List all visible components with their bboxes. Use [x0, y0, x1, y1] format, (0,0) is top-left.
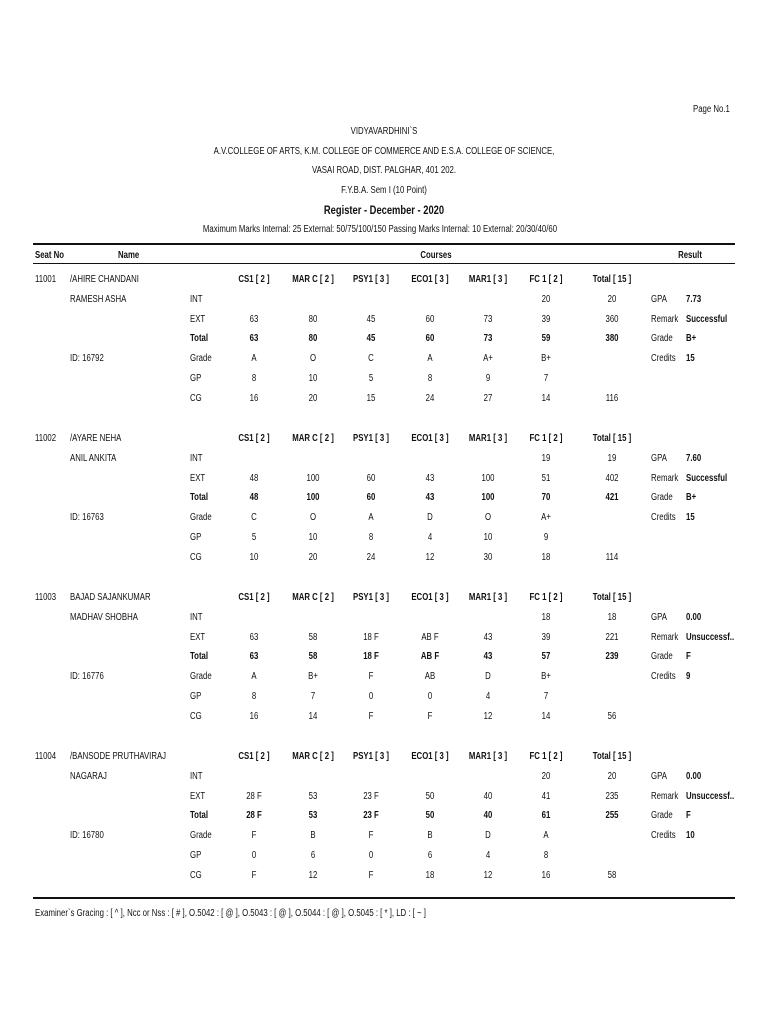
student-name-line2: RAMESH ASHA — [70, 293, 127, 305]
result-label-gpa: GPA — [651, 770, 667, 782]
cell-cg-cs1: 16 — [249, 392, 259, 404]
cell-gp-psy1: 0 — [368, 850, 374, 861]
result-label-grade: Grade — [651, 333, 673, 345]
cell-gp-psy1: 0 — [368, 691, 374, 702]
cell-total-mar1: 40 — [483, 810, 493, 822]
student-id: ID: 16780 — [70, 830, 104, 842]
cell-gp-marc: 7 — [310, 691, 316, 702]
course-header-eco1: ECO1 [ 3 ] — [411, 433, 449, 444]
cell-ext-cs1: 48 — [249, 472, 259, 484]
cell-cg-psy1: F — [368, 710, 374, 722]
seat-number: 11001 — [35, 274, 57, 285]
result-label-gpa: GPA — [651, 611, 667, 623]
cell-int-total: 19 — [607, 452, 617, 464]
cell-grade-mar1: A+ — [483, 353, 493, 365]
cell-grade-eco1: D — [427, 512, 433, 524]
seat-number: 11003 — [35, 592, 57, 603]
cell-int-total: 20 — [607, 770, 617, 782]
column-seat-no: Seat No — [35, 250, 65, 261]
cell-total-marc: 100 — [306, 492, 320, 504]
cell-gp-eco1: 0 — [427, 691, 433, 702]
cell-grade-cs1: A — [251, 671, 257, 683]
row-label-int: INT — [190, 293, 203, 305]
column-courses: Courses — [420, 250, 452, 261]
cell-gp-fc1: 9 — [543, 532, 549, 543]
cell-gp-marc: 10 — [308, 532, 318, 543]
result-label-remark: Remark — [651, 631, 679, 643]
cell-grade-marc: B — [310, 830, 316, 842]
cell-ext-eco1: 43 — [425, 472, 435, 484]
cell-gp-cs1: 8 — [251, 691, 257, 702]
course-header-marc: MAR C [ 2 ] — [292, 751, 334, 762]
college-address: VASAI ROAD, DIST. PALGHAR, 401 202. — [311, 165, 457, 176]
cell-total-fc1: 57 — [541, 651, 551, 663]
cell-cg-psy1: F — [368, 869, 374, 881]
result-value-grade: B+ — [686, 492, 697, 504]
course-header-cs1: CS1 [ 2 ] — [238, 592, 270, 603]
student-id: ID: 16763 — [70, 512, 104, 524]
cell-total-eco1: 50 — [425, 810, 435, 822]
cell-gp-mar1: 4 — [485, 691, 491, 702]
cell-cg-total: 116 — [605, 392, 619, 404]
course-header-mar1: MAR1 [ 3 ] — [468, 592, 508, 603]
result-label-credits: Credits — [651, 671, 676, 683]
cell-cg-eco1: F — [427, 710, 433, 722]
cell-total-cs1: 63 — [249, 333, 259, 345]
result-label-credits: Credits — [651, 512, 676, 524]
cell-ext-psy1: 18 F — [363, 631, 379, 643]
course-header-mar1: MAR1 [ 3 ] — [468, 433, 508, 444]
cell-ext-total: 402 — [605, 472, 619, 484]
result-value-gpa: 0.00 — [686, 770, 702, 782]
row-label-total: Total — [190, 333, 209, 345]
cell-total-psy1: 18 F — [363, 651, 379, 663]
cell-total-cs1: 63 — [249, 651, 259, 663]
cell-ext-fc1: 41 — [541, 790, 551, 802]
header-rule-top — [33, 243, 735, 245]
cell-total-total: 239 — [605, 651, 619, 663]
result-value-remark: Unsuccessf.. — [686, 631, 735, 643]
cell-ext-cs1: 63 — [249, 631, 259, 643]
result-value-remark: Successful — [686, 313, 728, 325]
cell-cg-eco1: 24 — [425, 392, 435, 404]
result-label-credits: Credits — [651, 830, 676, 842]
cell-cg-cs1: 10 — [249, 551, 259, 563]
result-value-credits: 15 — [686, 512, 695, 524]
cell-ext-mar1: 43 — [483, 631, 493, 643]
row-label-grade: Grade — [190, 353, 212, 365]
course-header-marc: MAR C [ 2 ] — [292, 274, 334, 285]
cell-total-total: 255 — [605, 810, 619, 822]
cell-int-fc1: 20 — [541, 293, 551, 305]
cell-ext-total: 360 — [605, 313, 619, 325]
course-header-psy1: PSY1 [ 3 ] — [353, 592, 389, 603]
cell-ext-psy1: 60 — [366, 472, 376, 484]
cell-gp-eco1: 6 — [427, 850, 433, 861]
cell-total-total: 380 — [605, 333, 619, 345]
row-label-cg: CG — [190, 710, 202, 722]
cell-ext-mar1: 40 — [483, 790, 493, 802]
cell-grade-marc: B+ — [308, 671, 318, 683]
cell-gp-fc1: 7 — [543, 691, 549, 702]
cell-grade-psy1: A — [368, 512, 374, 524]
cell-grade-mar1: D — [485, 671, 491, 683]
cell-gp-marc: 10 — [308, 373, 318, 384]
course-header-total: Total [ 15 ] — [592, 751, 632, 762]
course-header-mar1: MAR1 [ 3 ] — [468, 274, 508, 285]
row-label-ext: EXT — [190, 472, 206, 484]
cell-grade-fc1: A — [543, 830, 549, 842]
cell-cg-marc: 12 — [308, 869, 318, 881]
cell-cg-psy1: 24 — [366, 551, 376, 563]
cell-ext-eco1: AB F — [421, 631, 439, 643]
cell-grade-psy1: F — [368, 830, 374, 842]
cell-grade-cs1: C — [251, 512, 257, 524]
cell-cg-marc: 20 — [308, 551, 318, 563]
cell-gp-marc: 6 — [310, 850, 316, 861]
cell-gp-cs1: 0 — [251, 850, 257, 861]
row-label-grade: Grade — [190, 671, 212, 683]
cell-ext-fc1: 51 — [541, 472, 551, 484]
row-label-grade: Grade — [190, 512, 212, 524]
result-value-remark: Successful — [686, 472, 728, 484]
result-label-grade: Grade — [651, 492, 673, 504]
result-value-gpa: 0.00 — [686, 611, 702, 623]
cell-total-eco1: AB F — [420, 651, 440, 663]
result-label-credits: Credits — [651, 353, 676, 365]
cell-cg-mar1: 30 — [483, 551, 493, 563]
cell-total-cs1: 48 — [249, 492, 259, 504]
course-header-psy1: PSY1 [ 3 ] — [353, 433, 389, 444]
cell-grade-psy1: F — [368, 671, 374, 683]
gracing-legend: Examiner`s Gracing : [ ^ ], Ncc or Nss : [ # ], O.5042 : [ @ ], O.5043 : [ @ ], O.5044 : [ @ ], O.5045 : [ * ], LD : [ ~ ] — [35, 908, 426, 919]
cell-cg-cs1: F — [251, 869, 257, 881]
marks-scheme: Maximum Marks Internal: 25 External: 50/75/100/150 Passing Marks Internal: 10 External: 20/30/40/60 — [202, 224, 558, 235]
cell-total-psy1: 23 F — [363, 810, 379, 822]
course-header-marc: MAR C [ 2 ] — [292, 592, 334, 603]
cell-cg-mar1: 12 — [483, 710, 493, 722]
course-header-cs1: CS1 [ 2 ] — [238, 433, 270, 444]
cell-ext-eco1: 60 — [425, 313, 435, 325]
result-value-credits: 15 — [686, 353, 695, 365]
cell-total-marc: 80 — [308, 333, 318, 345]
cell-ext-cs1: 63 — [249, 313, 259, 325]
row-label-total: Total — [190, 810, 209, 822]
cell-total-eco1: 60 — [425, 333, 435, 345]
cell-gp-psy1: 8 — [368, 532, 374, 543]
cell-gp-psy1: 5 — [368, 373, 374, 384]
cell-grade-cs1: F — [251, 830, 257, 842]
row-label-int: INT — [190, 770, 203, 782]
cell-ext-marc: 58 — [308, 631, 318, 643]
row-label-ext: EXT — [190, 790, 206, 802]
row-label-gp: GP — [190, 373, 202, 384]
cell-ext-total: 221 — [605, 631, 619, 643]
student-name-line2: NAGARAJ — [70, 770, 107, 782]
cell-total-fc1: 61 — [541, 810, 551, 822]
cell-grade-marc: O — [309, 353, 317, 365]
cell-ext-psy1: 45 — [366, 313, 376, 325]
result-value-gpa: 7.73 — [686, 293, 702, 305]
course-header-total: Total [ 15 ] — [592, 274, 632, 285]
cell-cg-total: 58 — [607, 869, 617, 881]
row-label-gp: GP — [190, 691, 202, 702]
cell-cg-mar1: 27 — [483, 392, 493, 404]
cell-total-fc1: 70 — [541, 492, 551, 504]
row-label-cg: CG — [190, 869, 202, 881]
student-name-line1: /AYARE NEHA — [70, 433, 122, 444]
column-name: Name — [118, 250, 140, 261]
cell-total-psy1: 60 — [366, 492, 376, 504]
cell-cg-fc1: 18 — [541, 551, 551, 563]
course-header-fc1: FC 1 [ 2 ] — [529, 274, 563, 285]
cell-cg-psy1: 15 — [366, 392, 376, 404]
cell-ext-eco1: 50 — [425, 790, 435, 802]
result-label-gpa: GPA — [651, 293, 667, 305]
course-header-eco1: ECO1 [ 3 ] — [411, 751, 449, 762]
cell-gp-mar1: 10 — [483, 532, 493, 543]
course-header-total: Total [ 15 ] — [592, 433, 632, 444]
cell-gp-eco1: 8 — [427, 373, 433, 384]
seat-number: 11004 — [35, 751, 57, 762]
cell-int-total: 20 — [607, 293, 617, 305]
course-header-cs1: CS1 [ 2 ] — [238, 274, 270, 285]
course-header-fc1: FC 1 [ 2 ] — [529, 433, 563, 444]
cell-ext-total: 235 — [605, 790, 619, 802]
cell-grade-fc1: B+ — [541, 353, 551, 365]
cell-ext-marc: 100 — [306, 472, 320, 484]
cell-int-fc1: 19 — [541, 452, 551, 464]
footer-rule — [33, 897, 735, 899]
cell-total-cs1: 28 F — [246, 810, 262, 822]
student-name-line1: /BANSODE PRUTHAVIRAJ — [70, 751, 167, 762]
student-name-line1: /AHIRE CHANDANI — [70, 274, 139, 285]
course-header-cs1: CS1 [ 2 ] — [238, 751, 270, 762]
cell-grade-marc: O — [309, 512, 317, 524]
cell-cg-mar1: 12 — [483, 869, 493, 881]
cell-cg-cs1: 16 — [249, 710, 259, 722]
cell-int-total: 18 — [607, 611, 617, 623]
cell-ext-mar1: 100 — [481, 472, 495, 484]
result-label-remark: Remark — [651, 472, 679, 484]
cell-grade-mar1: D — [485, 830, 491, 842]
result-label-remark: Remark — [651, 790, 679, 802]
college-names: A.V.COLLEGE OF ARTS, K.M. COLLEGE OF COMMERCE AND E.S.A. COLLEGE OF SCIENCE, — [213, 146, 555, 157]
cell-total-marc: 53 — [308, 810, 318, 822]
institution-name: VIDYAVARDHINI`S — [350, 126, 418, 137]
cell-ext-psy1: 23 F — [363, 790, 379, 802]
cell-ext-cs1: 28 F — [246, 790, 262, 802]
result-value-grade: F — [686, 810, 691, 822]
result-value-credits: 10 — [686, 830, 695, 842]
row-label-ext: EXT — [190, 313, 206, 325]
cell-ext-mar1: 73 — [483, 313, 493, 325]
page-number: Page No.1 — [693, 104, 730, 115]
row-label-ext: EXT — [190, 631, 206, 643]
student-id: ID: 16792 — [70, 353, 104, 365]
result-value-credits: 9 — [686, 671, 691, 683]
row-label-cg: CG — [190, 551, 202, 563]
cell-int-fc1: 18 — [541, 611, 551, 623]
course-header-fc1: FC 1 [ 2 ] — [529, 592, 563, 603]
cell-gp-cs1: 5 — [251, 532, 257, 543]
cell-grade-fc1: A+ — [541, 512, 551, 524]
class-semester: F.Y.B.A. Sem I (10 Point) — [341, 185, 427, 196]
student-name-line2: ANIL ANKITA — [70, 452, 117, 464]
course-header-fc1: FC 1 [ 2 ] — [529, 751, 563, 762]
cell-cg-eco1: 12 — [425, 551, 435, 563]
result-value-grade: B+ — [686, 333, 697, 345]
cell-cg-fc1: 14 — [541, 392, 551, 404]
course-header-marc: MAR C [ 2 ] — [292, 433, 334, 444]
cell-total-mar1: 43 — [483, 651, 493, 663]
result-label-gpa: GPA — [651, 452, 667, 464]
row-label-cg: CG — [190, 392, 202, 404]
cell-gp-fc1: 7 — [543, 373, 549, 384]
result-label-remark: Remark — [651, 313, 679, 325]
student-name-line1: BAJAD SAJANKUMAR — [70, 592, 151, 603]
student-id: ID: 16776 — [70, 671, 104, 683]
cell-grade-eco1: B — [427, 830, 433, 842]
cell-grade-cs1: A — [251, 353, 257, 365]
row-label-gp: GP — [190, 532, 202, 543]
row-label-total: Total — [190, 651, 209, 663]
result-label-grade: Grade — [651, 651, 673, 663]
course-header-psy1: PSY1 [ 3 ] — [353, 274, 389, 285]
register-title: Register - December - 2020 — [323, 203, 445, 217]
result-value-remark: Unsuccessf.. — [686, 790, 735, 802]
student-name-line2: MADHAV SHOBHA — [70, 611, 138, 623]
cell-total-mar1: 100 — [481, 492, 495, 504]
cell-gp-mar1: 9 — [485, 373, 491, 384]
cell-grade-psy1: C — [368, 353, 374, 365]
course-header-total: Total [ 15 ] — [592, 592, 632, 603]
cell-grade-eco1: AB — [424, 671, 436, 683]
cell-ext-marc: 53 — [308, 790, 318, 802]
cell-int-fc1: 20 — [541, 770, 551, 782]
cell-gp-mar1: 4 — [485, 850, 491, 861]
cell-total-mar1: 73 — [483, 333, 493, 345]
row-label-grade: Grade — [190, 830, 212, 842]
cell-gp-fc1: 8 — [543, 850, 549, 861]
course-header-eco1: ECO1 [ 3 ] — [411, 274, 449, 285]
row-label-int: INT — [190, 452, 203, 464]
result-value-gpa: 7.60 — [686, 452, 702, 464]
cell-ext-fc1: 39 — [541, 631, 551, 643]
cell-total-fc1: 59 — [541, 333, 551, 345]
cell-grade-fc1: B+ — [541, 671, 551, 683]
cell-grade-eco1: A — [427, 353, 433, 365]
cell-grade-mar1: O — [484, 512, 492, 524]
cell-gp-cs1: 8 — [251, 373, 257, 384]
cell-total-total: 421 — [605, 492, 619, 504]
cell-ext-marc: 80 — [308, 313, 318, 325]
course-header-mar1: MAR1 [ 3 ] — [468, 751, 508, 762]
cell-cg-marc: 14 — [308, 710, 318, 722]
seat-number: 11002 — [35, 433, 57, 444]
cell-cg-eco1: 18 — [425, 869, 435, 881]
row-label-total: Total — [190, 492, 209, 504]
column-result: Result — [678, 250, 702, 261]
result-value-grade: F — [686, 651, 691, 663]
cell-total-eco1: 43 — [425, 492, 435, 504]
result-label-grade: Grade — [651, 810, 673, 822]
cell-cg-marc: 20 — [308, 392, 318, 404]
header-rule-bottom — [33, 263, 735, 264]
cell-gp-eco1: 4 — [427, 532, 433, 543]
cell-cg-fc1: 16 — [541, 869, 551, 881]
course-header-psy1: PSY1 [ 3 ] — [353, 751, 389, 762]
row-label-int: INT — [190, 611, 203, 623]
cell-total-psy1: 45 — [366, 333, 376, 345]
course-header-eco1: ECO1 [ 3 ] — [411, 592, 449, 603]
cell-cg-total: 114 — [605, 551, 619, 563]
cell-ext-fc1: 39 — [541, 313, 551, 325]
cell-cg-total: 56 — [607, 710, 617, 722]
cell-total-marc: 58 — [308, 651, 318, 663]
cell-cg-fc1: 14 — [541, 710, 551, 722]
row-label-gp: GP — [190, 850, 202, 861]
